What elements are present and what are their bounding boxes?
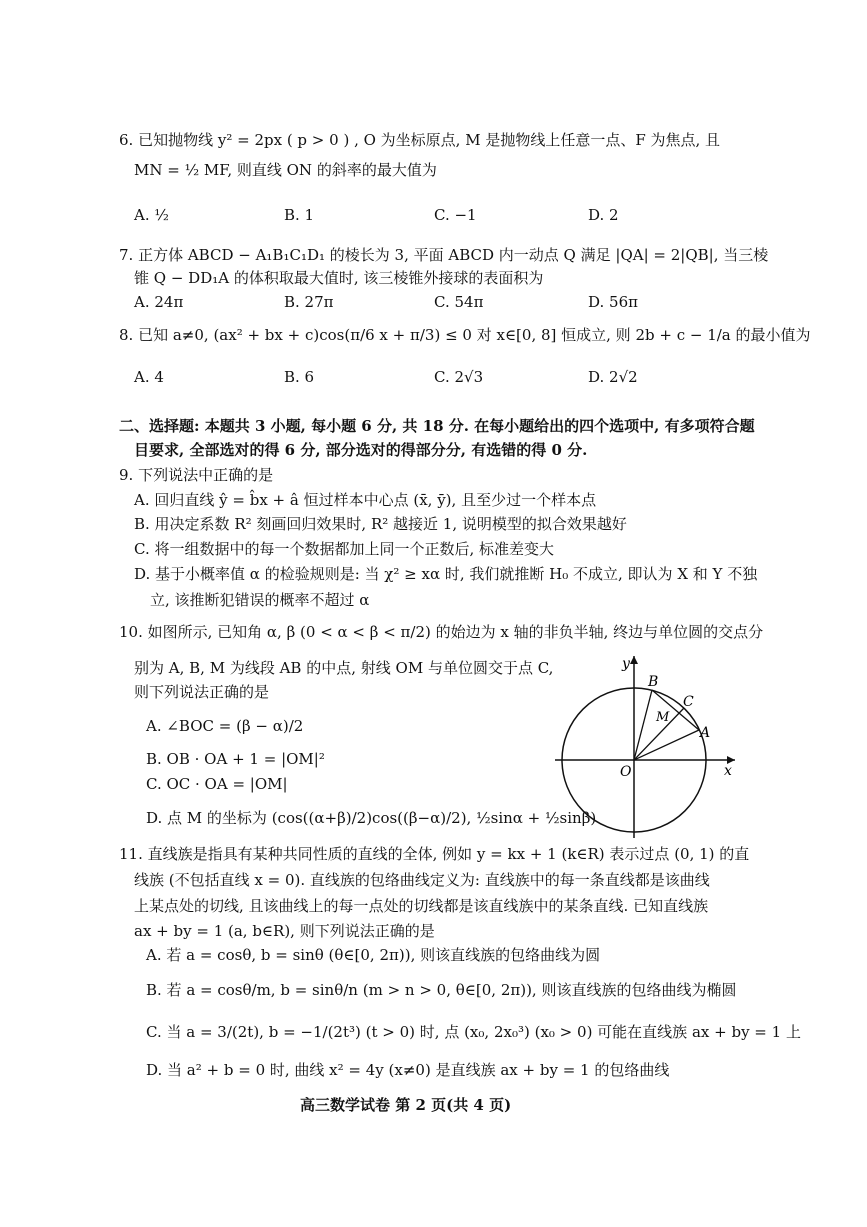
q7-option-d: D. 56π — [588, 293, 638, 311]
q6-option-c: C. −1 — [434, 206, 477, 224]
q6-option-a: A. ½ — [134, 206, 169, 224]
q8-option-b: B. 6 — [284, 368, 315, 386]
q11-option-d: D. 当 a² + b = 0 时, 曲线 x² = 4y (x≠0) 是直线族 ax + by = 1 的包络曲线 — [146, 1061, 670, 1079]
q9-option-d-line1: D. 基于小概率值 α 的检验规则是: 当 χ² ≥ xα 时, 我们就推断 H₀ 不成立, 即认为 X 和 Y 不独 — [134, 565, 758, 583]
q8-option-a: A. 4 — [134, 368, 164, 386]
q6-option-b: B. 1 — [284, 206, 315, 224]
q11-stem-line1: 11. 直线族是指具有某种共同性质的直线的全体, 例如 y = kx + 1 (k∈R) 表示过点 (0, 1) 的直 — [119, 845, 750, 863]
q6-stem-line2: MN = ½ MF, 则直线 ON 的斜率的最大值为 — [134, 161, 437, 179]
q8-option-d: D. 2√2 — [588, 368, 638, 386]
q10-stem-line2: 别为 A, B, M 为线段 AB 的中点, 射线 OM 与单位圆交于点 C, — [134, 659, 554, 677]
q8-option-c: C. 2√3 — [434, 368, 484, 386]
q11-stem-line3: 上某点处的切线, 且该曲线上的每一点处的切线都是该直线族中的某条直线. 已知直线族 — [134, 897, 709, 915]
ray-ob — [634, 690, 652, 760]
q8-stem: 8. 已知 a≠0, (ax² + bx + c)cos(π/6 x + π/3) ≤ 0 对 x∈[0, 8] 恒成立, 则 2b + c − 1/a 的最小值为 — [119, 326, 811, 344]
label-y: y — [622, 656, 630, 672]
q7-option-c: C. 54π — [434, 293, 484, 311]
q6-stem-line1: 6. 已知抛物线 y² = 2px ( p > 0 ) , O 为坐标原点, M 是抛物线上任意一点、F 为焦点, 且 — [119, 131, 721, 149]
q10-option-a: A. ∠BOC = (β − α)/2 — [146, 717, 304, 735]
label-m: M — [656, 710, 670, 725]
q10-stem-line1: 10. 如图所示, 已知角 α, β (0 < α < β < π/2) 的始边为 x 轴的非负半轴, 终边与单位圆的交点分 — [119, 623, 764, 641]
section2-heading-line1: 二、选择题: 本题共 3 小题, 每小题 6 分, 共 18 分. 在每小题给出的四个选项中, 有多项符合题 — [119, 417, 755, 435]
q7-option-b: B. 27π — [284, 293, 334, 311]
q9-option-c: C. 将一组数据中的每一个数据都加上同一个正数后, 标准差变大 — [134, 540, 555, 558]
q10-stem-line3: 则下列说法正确的是 — [134, 683, 270, 701]
q11-option-c: C. 当 a = 3/(2t), b = −1/(2t³) (t > 0) 时, 点 (x₀, 2x₀³) (x₀ > 0) 可能在直线族 ax + by = 1 上 — [146, 1023, 801, 1041]
q11-option-a: A. 若 a = cosθ, b = sinθ (θ∈[0, 2π)), 则该直线族的包络曲线为圆 — [146, 946, 601, 964]
y-axis-arrow — [630, 656, 638, 664]
q6-option-d: D. 2 — [588, 206, 619, 224]
label-x: x — [724, 763, 732, 779]
q9-stem: 9. 下列说法中正确的是 — [119, 466, 274, 484]
q7-options — [134, 292, 734, 314]
q9-option-d-line2: 立, 该推断犯错误的概率不超过 α — [150, 591, 370, 609]
q7-stem-line1: 7. 正方体 ABCD − A₁B₁C₁D₁ 的棱长为 3, 平面 ABCD 内一动点 Q 满足 |QA| = 2|QB|, 当三棱 — [119, 246, 769, 264]
label-c: C — [683, 694, 694, 710]
ray-oa — [634, 730, 699, 760]
q10-unit-circle-figure — [550, 648, 745, 843]
q7-stem-line2: 锥 Q − DD₁A 的体积取最大值时, 该三棱锥外接球的表面积为 — [134, 269, 544, 287]
q9-option-b: B. 用决定系数 R² 刻画回归效果时, R² 越接近 1, 说明模型的拟合效果越好 — [134, 515, 627, 533]
q8-options — [134, 367, 734, 389]
label-o: O — [620, 764, 632, 780]
q10-option-b: B. OB · OA + 1 = |OM|² — [146, 750, 325, 768]
label-a: A — [700, 725, 711, 741]
q11-stem-line2: 线族 (不包括直线 x = 0). 直线族的包络曲线定义为: 直线族中的每一条直线都是该曲线 — [134, 871, 710, 889]
q11-stem-line4: ax + by = 1 (a, b∈R), 则下列说法正确的是 — [134, 922, 435, 940]
q9-option-a: A. 回归直线 ŷ = b̂x + â 恒过样本中心点 (x̄, ȳ), 且至少过一个样本点 — [134, 491, 597, 509]
q7-option-a: A. 24π — [134, 293, 184, 311]
label-b: B — [648, 674, 659, 690]
q11-option-b: B. 若 a = cosθ/m, b = sinθ/n (m > n > 0, θ∈[0, 2π)), 则该直线族的包络曲线为椭圆 — [146, 981, 737, 999]
section2-heading-line2: 目要求, 全部选对的得 6 分, 部分选对的得部分分, 有选错的得 0 分. — [134, 441, 588, 459]
q10-option-c: C. OC · OA = |OM| — [146, 775, 288, 793]
page-footer: 高三数学试卷 第 2 页(共 4 页) — [300, 1096, 512, 1114]
q10-option-d: D. 点 M 的坐标为 (cos((α+β)/2)cos((β−α)/2), ½sinα + ½sinβ) — [146, 809, 597, 827]
q6-options — [134, 205, 734, 227]
